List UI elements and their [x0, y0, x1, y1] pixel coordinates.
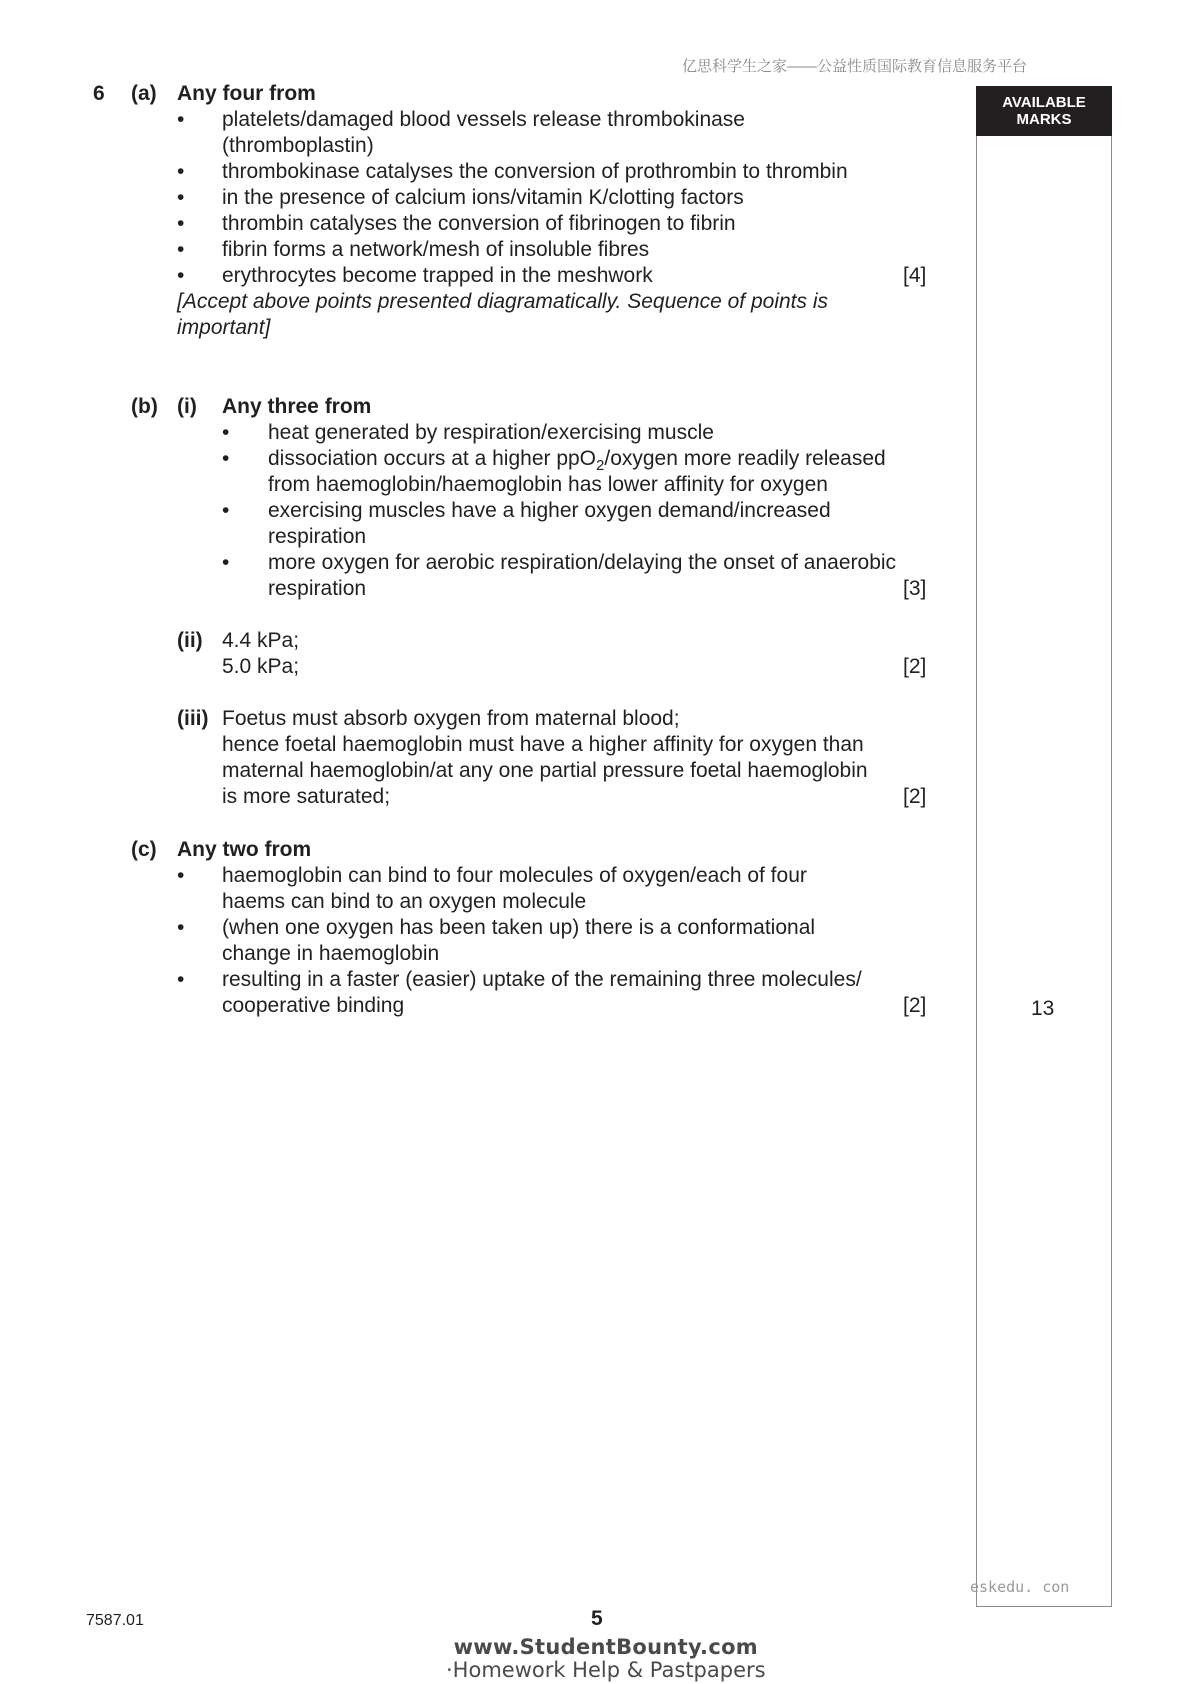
available-marks-header: [976, 86, 1112, 136]
ppo2-text-cont: /oxygen more readily released: [604, 447, 886, 470]
bullet-icon: •: [177, 238, 185, 261]
header-watermark: 亿思科学生之家——公益性质国际教育信息服务平台: [682, 58, 1028, 75]
part-b-iii-line: is more saturated;: [222, 785, 391, 808]
part-c-label: (c): [131, 838, 157, 861]
part-b-i-bullet: heat generated by respiration/exercising muscle: [268, 421, 714, 444]
subscript-2: 2: [596, 457, 605, 475]
part-b-iii-line: Foetus must absorb oxygen from maternal blood;: [222, 707, 680, 730]
bullet-icon: •: [177, 968, 185, 991]
bullet-icon: •: [222, 499, 230, 522]
part-c-marks: [2]: [903, 994, 927, 1017]
part-a-note-cont: important]: [177, 316, 271, 339]
studentbounty-logo[interactable]: [446, 1636, 766, 1682]
part-b-i-bullet-cont: respiration: [268, 577, 367, 600]
part-b-i-marks: [3]: [903, 577, 927, 600]
part-a-bullet: thrombin catalyses the conversion of fibrinogen to fibrin: [222, 212, 736, 235]
part-c-heading: Any two from: [177, 838, 312, 861]
part-b-iii-label: (iii): [177, 707, 209, 730]
part-a-label: (a): [131, 82, 157, 105]
part-a-bullet-cont: (thromboplastin): [222, 134, 374, 157]
marks-total: 13: [1031, 997, 1055, 1020]
part-a-bullet: thrombokinase catalyses the conversion of prothrombin to thrombin: [222, 160, 848, 183]
page-number: 5: [591, 1607, 603, 1630]
part-a-heading: Any four from: [177, 82, 316, 105]
available-marks-column: [976, 86, 1112, 1607]
paper-code: 7587.01: [86, 1612, 144, 1629]
part-a-marks: [4]: [903, 264, 927, 287]
part-a-bullet: erythrocytes become trapped in the meshwork: [222, 264, 653, 287]
part-c-bullet: haemoglobin can bind to four molecules of oxygen/each of four: [222, 864, 807, 887]
part-b-iii-marks: [2]: [903, 785, 927, 808]
part-b-ii-label: (ii): [177, 629, 203, 652]
part-c-bullet: (when one oxygen has been taken up) there is a conformational: [222, 916, 816, 939]
ppo2-text: dissociation occurs at a higher ppO: [268, 447, 597, 470]
logo-line2: ·Homework Help & Pastpapers: [446, 1658, 766, 1682]
part-b-iii-line: hence foetal haemoglobin must have a higher affinity for oxygen than: [222, 733, 864, 756]
bullet-icon: •: [177, 108, 185, 131]
bullet-icon: •: [177, 916, 185, 939]
part-a-note: [Accept above points presented diagramatically. Sequence of points is: [177, 290, 828, 313]
part-b-i-bullet: exercising muscles have a higher oxygen demand/increased: [268, 499, 831, 522]
bullet-icon: •: [177, 864, 185, 887]
bullet-icon: •: [177, 160, 185, 183]
marks-header-line1: AVAILABLE: [1002, 94, 1086, 111]
question-number: 6: [93, 82, 105, 105]
part-b-i-bullet-cont: from haemoglobin/haemoglobin has lower affinity for oxygen: [268, 473, 828, 496]
part-a-bullet: in the presence of calcium ions/vitamin K/clotting factors: [222, 186, 744, 209]
part-c-bullet-cont: change in haemoglobin: [222, 942, 440, 965]
bullet-icon: •: [177, 264, 185, 287]
bullet-icon: •: [222, 447, 230, 470]
part-b-ii-line: 4.4 kPa;: [222, 629, 300, 652]
side-watermark: eskedu. con: [970, 1578, 1070, 1596]
bullet-icon: •: [222, 551, 230, 574]
part-b-i-bullet-cont: respiration: [268, 525, 367, 548]
part-c-bullet-cont: haems can bind to an oxygen molecule: [222, 890, 587, 913]
part-b-ii-marks: [2]: [903, 655, 927, 678]
logo-line1: www.StudentBounty.com: [453, 1635, 758, 1659]
part-c-bullet: resulting in a faster (easier) uptake of the remaining three molecules/: [222, 968, 862, 991]
part-b-ii-line: 5.0 kPa;: [222, 655, 300, 678]
part-a-bullet: platelets/damaged blood vessels release thrombokinase: [222, 108, 745, 131]
part-a-bullet: fibrin forms a network/mesh of insoluble fibres: [222, 238, 650, 261]
marks-header-line2: MARKS: [1016, 111, 1072, 128]
bullet-icon: •: [177, 186, 185, 209]
bullet-icon: •: [222, 421, 230, 444]
bullet-icon: •: [177, 212, 185, 235]
part-c-bullet-cont: cooperative binding: [222, 994, 405, 1017]
part-b-i-heading: Any three from: [222, 395, 372, 418]
part-b-i-label: (i): [177, 395, 197, 418]
part-b-iii-line: maternal haemoglobin/at any one partial pressure foetal haemoglobin: [222, 759, 868, 782]
part-b-i-bullet: more oxygen for aerobic respiration/delaying the onset of anaerobic: [268, 551, 897, 574]
part-b-label: (b): [131, 395, 158, 418]
